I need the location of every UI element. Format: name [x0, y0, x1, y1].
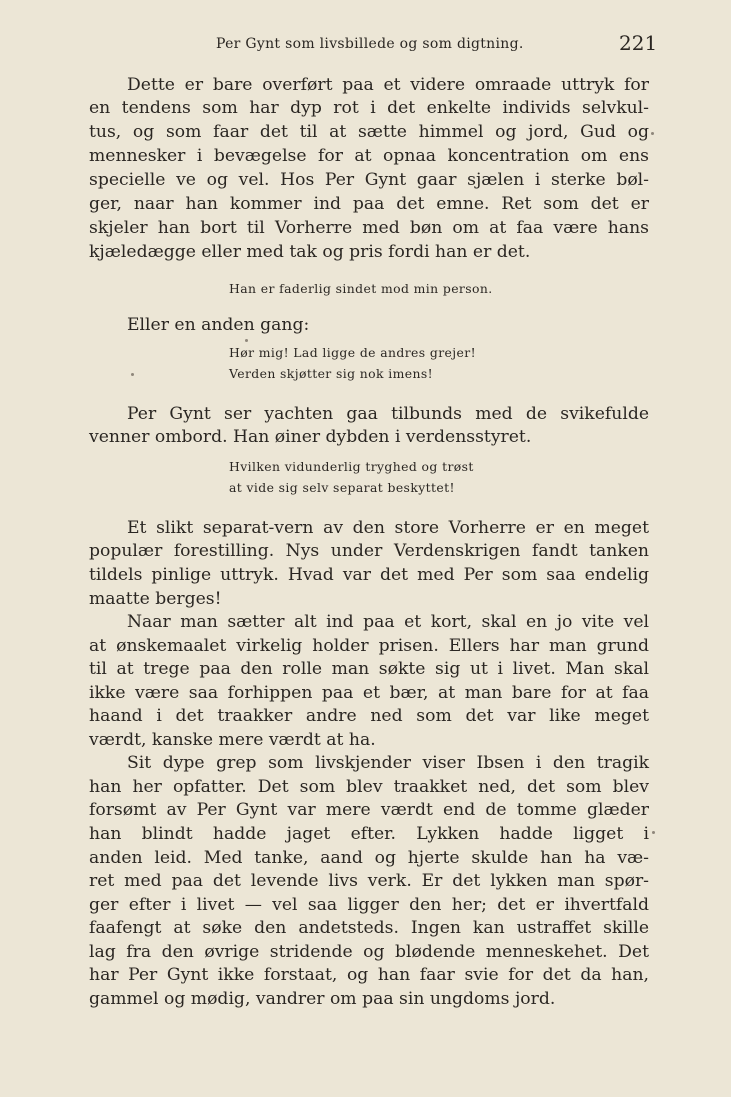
paper-speck — [652, 831, 655, 834]
book-page: Per Gynt som livsbillede og som digtning. 221 Dette er bare overført paa et videre omraade uttryk for en tendens som har dyp rot i det enkelte individs selvkul- tus, og som faar det til at sætte himmel og jord, Gud og mennesker i bevægelse for at opnaa koncentration om ens specielle ve og vel. Hos Per Gynt gaar sjælen i sterke bøl- ger, naar han kommer ind paa det emne. Ret som det er skjeler han bort til Vorherre med bøn om at faa være hans kjæledægge eller med tak og pris fordi han er det. Han er faderlig sindet mod min person. Eller en anden gang: Hør mig! Lad ligge de andres grejer! Verden skjøtter sig nok imens! Per Gynt ser yachten gaa tilbunds med de svikefulde venner ombord. Han øiner dybden i verdensstyret. Hvilken vidunderlig tryghed og trøst at vide sig selv separat beskyttet! Et slikt separat-vern av den store Vorherre er en meget populær forestilling. Nys under Verdenskrigen fandt tanken tildels pinlige uttryk. Hvad var det med Per som saa endelig maatte berges! Naar man sætter alt ind paa et kort, skal en jo vite vel at ønskemaalet virkelig holder prisen. Ellers har man grund til at trege paa den rolle man søkte sig ut i livet. Man skal ikke være saa forhippen paa et bær, at man bare for at faa haand i det traakker andre ned som det var like meget værdt, kanske mere værdt at ha. Sit dype grep som livskjender viser Ibsen i den tragik han her opfatter. Det som blev traakket ned, det som blev forsømt av Per Gynt var mere værdt end de tomme glæder han blindt hadde jaget efter. Lykken hadde ligget i anden leid. Med tanke, aand og hjerte skulde han ha væ- ret med paa det levende livs verk. Er det lykken man spør- ger efter i livet — vel saa ligger den her; det er ihvertfald faafengt at søke den andetsteds. Ingen kan ustraffet skille lag fra den øvrige stridende og blødende menneskehet. Det har Per Gynt ikke forstaat, og han faar svie for det da han, gammel og mødig, vandrer om paa sin ungdoms jord. — [89, 31, 658, 1009]
verse-line: Hvilken vidunderlig tryghed og trøst — [229, 459, 474, 474]
verse-line: Hør mig! Lad ligge de andres grejer! — [229, 345, 476, 360]
paper-speck — [131, 373, 134, 376]
verse-line: Han er faderlig sindet mod min person. — [229, 281, 493, 296]
verse-line: Verden skjøtter sig nok imens! — [229, 366, 434, 381]
verse-line: at vide sig selv separat beskyttet! — [229, 480, 455, 495]
paper-speck — [651, 132, 654, 135]
paper-speck — [245, 339, 248, 342]
running-title: Per Gynt som livsbillede og som digtning. — [216, 36, 524, 52]
page-number: 221 — [619, 31, 658, 55]
text-line: Eller en anden gang: — [127, 315, 310, 335]
